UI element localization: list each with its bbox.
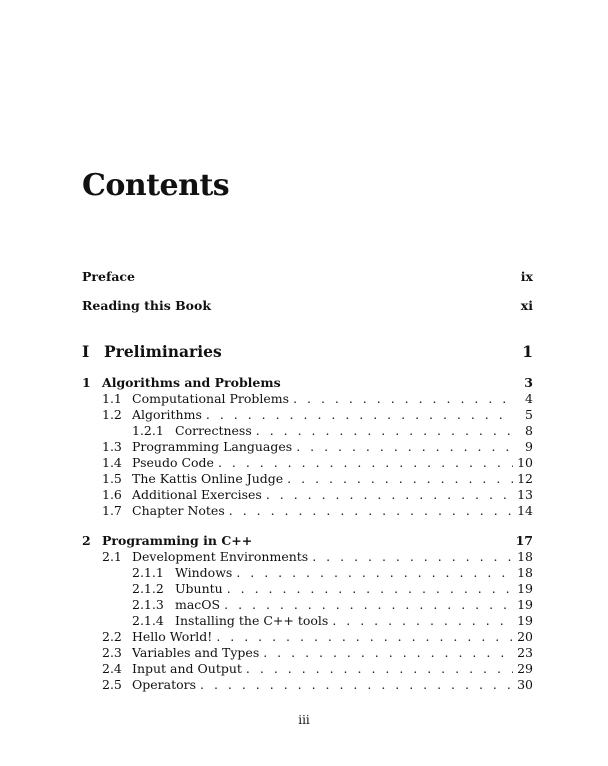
toc-dot-leader (227, 581, 513, 597)
toc-section[interactable] (82, 503, 533, 519)
toc-section-number: 2.1 (102, 549, 122, 564)
toc-chapter-2[interactable] (82, 533, 533, 549)
toc-chapter-1[interactable] (82, 375, 533, 391)
toc-chapter-number: 1 (82, 375, 91, 390)
toc-part-number: I (82, 342, 90, 361)
toc-subsection-label: Correctness (175, 423, 252, 438)
toc-section-label: Variables and Types (132, 645, 260, 660)
toc-section-label: Programming Languages (132, 439, 293, 454)
toc-subsection-number: 2.1.2 (132, 581, 164, 596)
toc-page-number: 17 (515, 533, 533, 548)
toc-section-number: 1.2 (102, 407, 122, 422)
toc-subsection[interactable] (82, 581, 533, 597)
toc-section[interactable] (82, 439, 533, 455)
toc-section[interactable] (82, 661, 533, 677)
toc-section-number: 1.6 (102, 487, 122, 502)
toc-page-number: 10 (517, 455, 533, 470)
toc-section-number: 1.3 (102, 439, 122, 454)
page-title: Contents (82, 168, 230, 203)
toc-section-number: 1.1 (102, 391, 122, 406)
toc-section-label: Chapter Notes (132, 503, 225, 518)
toc-section-label: Algorithms (132, 407, 202, 422)
toc-section-number: 2.4 (102, 661, 122, 676)
toc-dot-leader (263, 645, 513, 661)
toc-dot-leader (236, 565, 513, 581)
toc-subsection-label: Windows (175, 565, 233, 580)
toc-dot-leader (216, 629, 513, 645)
toc-subsection-number: 1.2.1 (132, 423, 164, 438)
toc-page-number: 23 (517, 645, 533, 660)
toc-page-number: 19 (517, 581, 533, 596)
toc-section-label: Computational Problems (132, 391, 290, 406)
toc-page-number: 18 (517, 565, 533, 580)
toc-subsection[interactable] (82, 597, 533, 613)
toc-page-number: 19 (517, 597, 533, 612)
toc-section-number: 1.7 (102, 503, 122, 518)
toc-section[interactable] (82, 629, 533, 645)
toc-subsection[interactable] (82, 423, 533, 439)
toc-dot-leader (293, 391, 513, 407)
toc-page-number: 14 (517, 503, 533, 518)
toc-entry-label: Reading this Book (82, 298, 212, 313)
toc-entry-preface[interactable] (82, 269, 533, 285)
toc-entry-label: Preface (82, 269, 135, 284)
toc-section-number: 1.5 (102, 471, 122, 486)
toc-page-number: 20 (517, 629, 533, 644)
toc-page-number: xi (520, 298, 533, 313)
toc-page-number: 30 (517, 677, 533, 692)
toc-dot-leader (287, 471, 513, 487)
toc-chapter-label: Programming in C++ (102, 533, 253, 548)
toc-page-number: 8 (525, 423, 533, 438)
toc-page-number: 18 (517, 549, 533, 564)
toc-dot-leader (266, 487, 513, 503)
toc-section-number: 1.4 (102, 455, 122, 470)
toc-page-number: 29 (517, 661, 533, 676)
toc-subsection-label: macOS (175, 597, 221, 612)
toc-page-number: 19 (517, 613, 533, 628)
toc-section[interactable] (82, 471, 533, 487)
toc-section[interactable] (82, 487, 533, 503)
toc-subsection-number: 2.1.1 (132, 565, 164, 580)
toc-dot-leader (246, 661, 513, 677)
toc-subsection-number: 2.1.4 (132, 613, 164, 628)
toc-subsection[interactable] (82, 565, 533, 581)
toc-section-number: 2.5 (102, 677, 122, 692)
toc-dot-leader (229, 503, 513, 519)
toc-subsection-number: 2.1.3 (132, 597, 164, 612)
toc-subsection-label: Ubuntu (175, 581, 223, 596)
toc-dot-leader (256, 423, 513, 439)
toc-dot-leader (206, 407, 513, 423)
toc-section-number: 2.2 (102, 629, 122, 644)
toc-page-number: 4 (525, 391, 533, 406)
toc-page-number: 3 (524, 375, 533, 390)
toc-dot-leader (332, 613, 513, 629)
toc-chapter-label: Algorithms and Problems (102, 375, 281, 390)
toc-section[interactable] (82, 455, 533, 471)
toc-section[interactable] (82, 391, 533, 407)
toc-section[interactable] (82, 677, 533, 693)
toc-page-number: 12 (517, 471, 533, 486)
toc-section[interactable] (82, 645, 533, 661)
toc-dot-leader (296, 439, 513, 455)
toc-subsection[interactable] (82, 613, 533, 629)
toc-section-label: Additional Exercises (132, 487, 262, 502)
toc-section-label: Input and Output (132, 661, 242, 676)
toc-part-heading[interactable] (82, 342, 533, 362)
toc-dot-leader (218, 455, 513, 471)
toc-section[interactable] (82, 549, 533, 565)
toc-dot-leader (224, 597, 513, 613)
toc-page-number: ix (520, 269, 533, 284)
toc-dot-leader (200, 677, 513, 693)
toc-dot-leader (312, 549, 513, 565)
toc-section-label: Development Environments (132, 549, 309, 564)
toc-section-label: Operators (132, 677, 197, 692)
toc-entry-reading-this-book[interactable] (82, 298, 533, 314)
page-folio: iii (298, 713, 310, 727)
toc-page-number: 9 (525, 439, 533, 454)
toc-section-label: The Kattis Online Judge (132, 471, 284, 486)
toc-section-label: Pseudo Code (132, 455, 214, 470)
toc-chapter-number: 2 (82, 533, 91, 548)
toc-part-label: Preliminaries (104, 342, 222, 361)
toc-section-label: Hello World! (132, 629, 213, 644)
toc-page-number: 1 (522, 342, 533, 361)
toc-section[interactable] (82, 407, 533, 423)
toc-page-number: 5 (525, 407, 533, 422)
toc-subsection-label: Installing the C++ tools (175, 613, 329, 628)
toc-page-number: 13 (517, 487, 533, 502)
toc-section-number: 2.3 (102, 645, 122, 660)
